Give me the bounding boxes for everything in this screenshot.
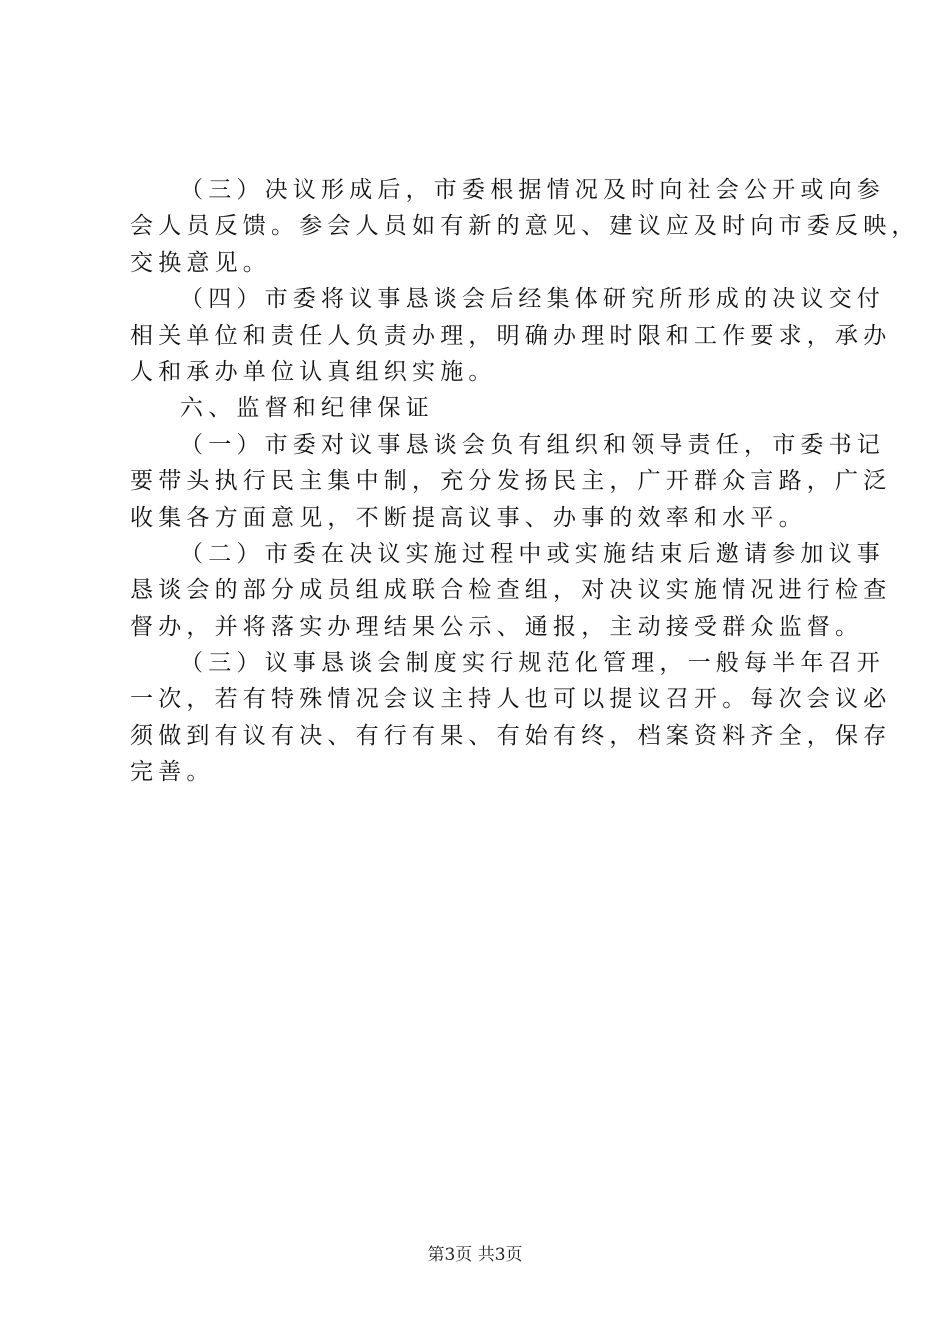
- paragraph-line: 完善。: [130, 759, 215, 786]
- page-footer: [0, 1244, 950, 1266]
- paragraph-line: （二）市委在决议实施过程中或实施结束后邀请参加议事: [180, 540, 885, 567]
- document-body: [130, 172, 920, 791]
- paragraph-line: （三）决议形成后，市委根据情况及时向社会公开或向参: [180, 177, 885, 203]
- paragraph-line: 一次，若有特殊情况会议主持人也可以提议召开。每次会议必: [130, 686, 892, 713]
- paragraph-line: （三）议事恳谈会制度实行规范化管理，一般每半年召开: [180, 650, 885, 677]
- paragraph-line: 恳谈会的部分成员组成联合检查组，对决议实施情况进行检查: [130, 577, 892, 604]
- section-heading: 六、监督和纪律保证: [180, 395, 434, 422]
- paragraph-line: （一）市委对议事恳谈会负有组织和领导责任，市委书记: [180, 431, 885, 458]
- paragraph-line: 须做到有议有决、有行有果、有始有终，档案资料齐全，保存: [130, 722, 892, 749]
- paragraph-line: 相关单位和责任人负责办理，明确办理时限和工作要求，承办: [130, 322, 892, 349]
- paragraph-line: 收集各方面意见，不断提高议事、办事的效率和水平。: [130, 504, 807, 531]
- paragraph-line: 人和承办单位认真组织实施。: [130, 358, 497, 385]
- paragraph-line: 督办，并将落实办理结果公示、通报，主动接受群众监督。: [130, 613, 864, 640]
- paragraph-line: （四）市委将议事恳谈会后经集体研究所形成的决议交付: [180, 286, 885, 313]
- paragraph-line: 要带头执行民主集中制，充分发扬民主，广开群众言路，广泛: [130, 468, 892, 495]
- paragraph-line: 会人员反馈。参会人员如有新的意见、建议应及时向市委反映，: [130, 213, 920, 240]
- page-number: 第3页 共3页: [427, 1245, 523, 1265]
- paragraph-line: 交换意见。: [130, 249, 271, 276]
